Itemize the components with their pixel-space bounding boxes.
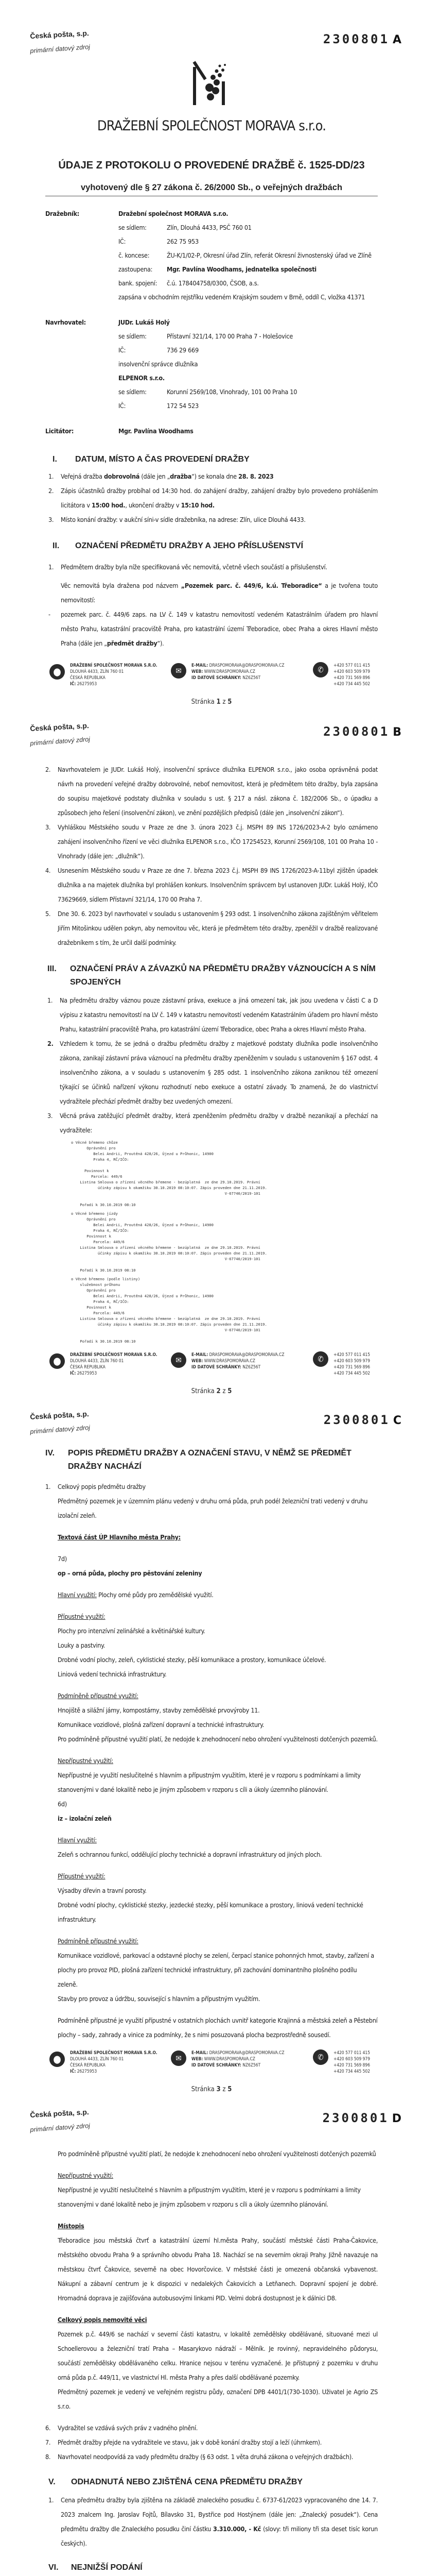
popis-label: Celkový popis nemovité věci — [58, 2316, 147, 2324]
post-stamp-name: Česká pošta, s.p. — [30, 1410, 90, 1421]
popis-text: Pozemek p.č. 449/6 se nachází v severní části katastru, v lokalitě zemědělsky obdělávané, situované mezi ul Schoellerovou a železniční tratí Praha – Masarykovo nádraží – Mělník. Je rovinný, nepravidelného půdorysu, součástí zemědělsky obdělávaného celku. Hranice nejsou v terénu vyznačené. Je přístupný z pozemku v druhu orná půda p.č. 449/11, ve vlastnictví Hl. města Prahy a přes další obdělávané pozemky. — [58, 2330, 378, 2381]
footer-web-link[interactable]: WWW.DRASPOMORAVA.CZ — [204, 669, 255, 674]
post-stamp-name: Česká pošta, s.p. — [30, 2108, 90, 2119]
location-pin-icon: ⬤ — [49, 664, 65, 680]
page-number: Stránka 3 z 5 — [191, 2086, 232, 2093]
footer-phones: +420 577 011 415 +420 603 509 979 +420 731 569 896 +420 734 445 502 — [333, 663, 371, 686]
document-title: ÚDAJE Z PROTOKOLU O PROVEDENÉ DRAŽBĚ č. 1525-DD/23 — [58, 160, 365, 171]
footer-contact: E-MAIL: DRASPOMORAVA@DRASPOMORAVA.CZ WEB: WWW.DRASPOMORAVA.CZ ID DATOVÉ SCHRÁNKY: NZ6Z56T — [191, 663, 285, 680]
footer-address: DRAŽEBNÍ SPOLEČNOST MORAVA S.R.O. DLOUHÁ 4433, ZLÍN 760 01 ČESKÁ REPUBLIKA IČ: 26275953 — [70, 663, 157, 686]
proposer-role: insolvenční správce dlužníka — [118, 360, 198, 368]
document-page — [0, 706, 422, 1395]
list-item: 6. Vydražitel se vzdává svých práv z vadného plnění. — [45, 2424, 198, 2432]
auctioneer-register: zapsána v obchodním rejstříku vedeném Krajským soudem v Brně, oddíl C, vložka 41371 — [118, 293, 365, 301]
easement-excerpt: o Věcné břemeno jízdy Oprávnění pro Belei Andrii, Proutěná 428/26, Újezd u Průhonic, 14900 Praha 4, RČ/IČO: Povinnost k Parcela: 449/6 Listina Smlouva o zřízení věcného břemene - bezúplatná ze dne 29.10.2019. Právní účinky zápisu k okamžiku 30.10.2019 08:10:07. Zápis proveden dne 21.11.2019. V-67740/2019-101 Pořadí k 30.10.2019 08:10 — [71, 1211, 267, 1273]
section-heading: III. OZNAČENÍ PRÁV A ZÁVAZKŮ NA PŘEDMĚTU DRAŽBY VÁZNOUCÍCH A S NÍM SPOJENÝCH — [47, 964, 376, 987]
list-item: 7. Předmět dražby přejde na vydražitele ve stavu, jak v době konání dražby stojí a leží (úhrnkem). — [45, 2438, 322, 2446]
kv-row: zastoupena: Mgr. Pavlína Woodhams, jednatelka společnosti — [118, 265, 316, 273]
footer-web-link[interactable]: WWW.DRASPOMORAVA.CZ — [204, 1358, 255, 1363]
phone-icon: ✆ — [313, 1351, 328, 1367]
footer-email-link[interactable]: DRASPOMORAVA@DRASPOMORAVA.CZ — [209, 663, 285, 668]
location-pin-icon: ⬤ — [49, 2052, 65, 2067]
footer-email-link[interactable]: DRASPOMORAVA@DRASPOMORAVA.CZ — [209, 1352, 285, 1357]
zone-name: op – orná půda, plochy pro pěstování zeleniny — [58, 1569, 202, 1577]
mistopis-label: Místopis — [58, 2222, 84, 2230]
post-stamp-subtitle: primární datový zdroj — [30, 1423, 91, 1435]
kv-row: č. koncese: ŽU-K/1/02-P, Okresní úřad Zlín, referát Okresní živnostenský úřad ve Zlíně — [118, 251, 372, 259]
section-2-list — [48, 560, 378, 651]
post-stamp-subtitle: primární datový zdroj — [30, 2122, 91, 2133]
list-item: 2. Zápis účastníků dražby probíhal od 14:30 hod. do zahájení dražby, zahájení dražby bylo provedeno prohlášením licitátora v 15:00 hod., ukončení dražby v 15:10 hod. — [48, 487, 378, 509]
section-heading: IV. POPIS PŘEDMĚTU DRAŽBY A OZNAČENÍ STAVU, V NĚMŽ SE PŘEDMĚT DRAŽBY NACHÁZÍ — [45, 1449, 351, 1471]
document-stamp-number: 2300801 B — [323, 724, 403, 739]
section-1-list — [48, 469, 378, 527]
licitator-block — [45, 424, 378, 438]
document-subtitle: vyhotovený dle § 27 zákona č. 26/2000 Sb., o veřejných dražbách — [80, 183, 343, 192]
document-page — [0, 0, 422, 706]
list-item: 1. Veřejná dražba dobrovolná (dále jen „dražba“) se konala dne 28. 8. 2023 — [48, 472, 274, 480]
list-item: 1. Celkový popis předmětu dražby — [45, 1483, 146, 1490]
company-logo-icon — [190, 57, 233, 108]
kv-row: IČ: 736 29 669 — [118, 346, 199, 354]
registry-text: Předmětný pozemek je vedený ve veřejném registru půdy, označení DPB 4401/1(730-1030). Uživatel je Agrio ZS s.r.o. — [58, 2388, 378, 2410]
section-4-content-cont: Pro podmíněně přípustné využití platí, že nedojde k znehodnocení nebo ohrožení využitelnosti dotčených pozemků Nepřípustné využití: Nepřípustné je využití neslučitelné s hlavním a přípustným využitím, které je v rozporu s podmínkami a limity stanovenými v dané lokalitě nebo je jiným způsobem v rozporu s cíli a úkoly územního plánování. Místopis Třeboradice jsou městská čtvrť a katastrální území hl.města Prahy, součástí městské části Praha-Čakovice, městského obvodu Praha 9 a správního obvodu Praha 18. Nachází se na severním okraji Prahy. Jižně navazuje na městskou čtvrť Čakovice, severně na obec Hovorčovice. V městské části je omezená občanská vybavenost. Nákupní a zábavní centrum je k dispozici v nedalekých Čakovicích a Letňanech. Dopravní spojení je dobré. Hromadná doprava je zajišťována autobusovými linkami PID. Velmi dobrá dostupnost je k dálnici D8. Celkový popis nemovité věci Pozemek p.č. 449/6 se nachází v severní části katastru, v lokalitě zemědělsky obdělávané, situované mezi ul Schoellerovou a železniční tratí Praha – Masarykovo nádraží – Mělník. Je rovinný, nepravidelného půdorysu, součástí zemědělsky obdělávaného celku. Hranice nejsou v terénu vyznačené. Je přístupný z pozemku v druhu orná půda p.č. 449/11, ve vlastnictví Hl. města Prahy a přes další obdělávané pozemky. Předmětný pozemek je vedený ve veřejném registru půdy, označení DPB 4401/1(730-1030). Uživatel je Agrio ZS s.r.o. 6. Vydražitel se vzdává svých práv z vadného plnění. 7. Předmět dražby přejde na vydražitele ve stavu, jak v době konání dražby stojí a leží (úhrnkem). 8. Navrhovatel neodpovídá za vady předmětu dražby (§ 63 odst. 1 věta druhá zákona o veřejných dražbách). — [45, 2111, 378, 2464]
section-heading: V. ODHADNUTÁ NEBO ZJIŠTĚNÁ CENA PŘEDMĚTU DRAŽBY — [48, 2478, 303, 2486]
easement-excerpt: o Věcné břemeno (podle listiny) služebnost průhonu Oprávnění pro Belei Andrii, Proutěná 428/26, Újezd u Průhonic, 14900 Praha 4, RČ/IČO: Povinnost k Parcela: 449/6 Listina Smlouva o zřízení věcného břemene - bezúplatná ze dne 29.10.2019. Právní účinky zápisu k okamžiku 30.10.2019 08:10:07. Zápis proveden dne 21.11.2019. V-67740/2019-101 Pořadí k 30.10.2019 08:10 — [71, 1277, 267, 1344]
document-page — [0, 1395, 422, 2093]
page-number: Stránka 2 z 5 — [191, 1387, 232, 1395]
auctioneer-label: Dražebník: — [45, 210, 80, 217]
list-item: 5. Dne 30. 6. 2023 byl navrhovatel v souladu s ustanovením § 293 odst. 1 insolvenčního zákona zajištěným věřitelem Jiřím Mitošinkou udělen pokyn, aby nemovitou věc, která je předmětem této dražby, zpeněžil v dražbě realizované dražebníkem s tím, že určil další podmínky. — [45, 910, 378, 946]
phone-icon: ✆ — [313, 2049, 328, 2065]
mistopis-text: Třeboradice jsou městská čtvrť a katastrální území hl.města Prahy, součástí městské části Praha-Čakovice, městského obvodu Praha 9 a správního obvodu Praha 18. Nachází se na severním okraji Prahy. Jižně navazuje na městskou čtvrť Čakovice, severně na obec Hovorčovice. V městské části je omezená občanská vybavenost. Nákupní a zábavní centrum je k dispozici v nedalekých Čakovicích a Letňanech. Dopravní spojení je dobré. Hromadná doprava je zajišťována autobusovými linkami PID. Velmi dobrá dostupnost je k dálnici D8. — [58, 2236, 378, 2302]
envelope-icon: ✉ — [171, 2050, 186, 2066]
up-title: Textová část ÚP Hlavního města Prahy: — [58, 1533, 181, 1541]
section-3-list — [47, 993, 378, 1138]
kv-row: se sídlem: Zlín, Dlouhá 4433, PSČ 760 01 — [118, 224, 252, 231]
proposer-label: Navrhovatel: — [45, 318, 86, 326]
post-stamp-name: Česká pošta, s.p. — [30, 29, 90, 40]
licitator-label: Licitátor: — [45, 427, 74, 435]
location-pin-icon: ⬤ — [49, 1353, 65, 1369]
section-heading: II. OZNAČENÍ PŘEDMĚTU DRAŽBY A JEHO PŘÍSLUŠENSTVÍ — [52, 541, 304, 550]
debtor-name: ELPENOR s.r.o. — [118, 374, 165, 382]
list-item: 3. Vyhláškou Městského soudu v Praze ze dne 3. února 2023 č.j. MSPH 89 INS 1726/2023-A-2 bylo oznámeno zahájení insolvenčního řízení ve věci dlužníka ELPENOR s.r.o., IČO 17254523, Korunní 2569/108, 101 00 Praha 10 - Vinohrady (dále jen: „dlužník“). — [45, 823, 378, 860]
auctioneer-block — [45, 207, 378, 304]
post-stamp-subtitle: primární datový zdroj — [30, 735, 91, 747]
document-stamp-number: 2300801 C — [323, 1413, 403, 1427]
proposer-block — [45, 315, 378, 413]
document-stamp-number: 2300801 D — [322, 2111, 403, 2125]
page-footer: ⬤ DRAŽEBNÍ SPOLEČNOST MORAVA S.R.O. DLOUHÁ 4433, ZLÍN 760 01 ČESKÁ REPUBLIKA IČ: 26275953 ✉ E-MAIL: DRASPOMORAVA@DRASPOMORAVA.CZ WEB: WWW.DRASPOMORAVA.CZ ID DATOVÉ SCHRÁNKY: NZ6Z56T ✆ +420 577 011 415 +420 603 509 979 +420 731 569 896 +420 734 445 502 — [49, 1351, 378, 1385]
section-heading: VI. NEJNIŽŠÍ PODÁNÍ — [48, 2563, 143, 2572]
easement-excerpt: o Věcné břemeno chůze Oprávnění pro Belei Andrii, Proutěná 428/26, Újezd u Průhonic, 14900 Praha 4, RČ/IČO: Povinnost k Parcela: 449/6 Listina Smlouva o zřízení věcného břemene - bezúplatná ze dne 29.10.2019. Právní účinky zápisu k okamžiku 30.10.2019 08:10:07. Zápis proveden dne 21.11.2019. V-67740/2019-101 Pořadí k 30.10.2019 08:10 — [71, 1140, 267, 1207]
kv-row: IČ: 172 54 523 — [118, 402, 199, 410]
auctioneer-name: Dražební společnost MORAVA s.r.o. — [118, 210, 228, 217]
list-item: 1. Cena předmětu dražby byla zjištěna na základě znaleckého posudku č. 6737-61/2023 vypracovaného dne 14. 7. 2023 znalcem Ing. Jaroslav Fojtů, Bílavsko 31, Bystřice pod Hostýnem (dále jen: „Znalecký posudek“). Cena předmětu dražby dle Znaleckého posudku činí částku 3.310.000, - Kč (slovy: tři miliony tři sta deset tisíc korun českých). — [48, 2496, 378, 2547]
section-2-list-cont — [45, 724, 378, 950]
kv-row: bank. spojení: č.ú. 178404758/0300, ČSOB, a.s. — [118, 279, 259, 287]
phone-icon: ✆ — [313, 662, 328, 677]
kv-row: se sídlem: Přístavní 321/14, 170 00 Praha 7 - Holešovice — [118, 332, 293, 340]
footer-email-link[interactable]: DRASPOMORAVA@DRASPOMORAVA.CZ — [209, 2050, 285, 2055]
list-item: 3. Místo konání dražby: v aukční síni-v sídle dražebníka, na adrese: Zlín, ulice Dlouhá 4433. — [48, 516, 306, 523]
envelope-icon: ✉ — [171, 1352, 186, 1368]
document-page — [0, 2093, 422, 2576]
licitator-name: Mgr. Pavlína Woodhams — [118, 427, 194, 435]
list-item: 3. Věcná práva zatěžující předmět dražby, která zpeněžením předmětu dražby v dražbě nezanikají a přechází na vydražitele: — [47, 1112, 378, 1134]
section-heading: I. DATUM, MÍSTO A ČAS PROVEDENÍ DRAŽBY — [52, 455, 250, 464]
post-stamp-subtitle: primární datový zdroj — [30, 43, 91, 55]
named-property: Věc nemovitá byla dražena pod názvem „Pozemek parc. č. 449/6, k.ú. Třeboradice“ a je tvořena touto nemovitostí: — [61, 582, 378, 604]
list-item-dash: - pozemek parc. č. 449/6 zaps. na LV č. 149 v katastru nemovitostí vedeném Katastrálním úřadem pro hlavní město Prahu, katastrální pracoviště Praha, pro katastrální území Třeboradice, obec Praha a okres Hlavní město Praha (dále jen „předmět dražby“). — [48, 611, 378, 647]
envelope-icon: ✉ — [171, 663, 186, 679]
page-footer — [49, 662, 378, 696]
company-logo-text: DRAŽEBNÍ SPOLEČNOST MORAVA s.r.o. — [97, 118, 326, 134]
kv-row: IČ: 262 75 953 — [118, 238, 199, 245]
list-item: 4. Usnesením Městského soudu v Praze ze dne 7. března 2023 č.j. MSPH 89 INS 1726/2023-A-11byl zjištěn úpadek dlužníka a na majetek dlužníka byl prohlášen konkurs. Insolvenčním správcem byl ustanoven JUDr. Lukáš Holý, IČO 73629669, sídlem Přístavní 321/14, 170 00 Praha 7. — [45, 867, 378, 903]
proposer-name: JUDr. Lukáš Holý — [118, 318, 170, 326]
list-item: 1. Předmětem dražby byla níže specifikovaná věc nemovitá, včetně všech součástí a příslušenství. — [48, 563, 327, 571]
list-item: 2. Vzhledem k tomu, že se jedná o dražbu předmětu dražby z majetkové podstaty dlužníka podle insolvenčního zákona, zanikají zástavní práva váznoucí na předmětu dražby zpeněžením v souladu s ustanovením § 167 odst. 4 insolvenčního zákona, a v souladu s ustanovením § 285 odst. 1 insolvenčního zákona zaniknou též omezení týkající se účinků nařízení výkonu rozhodnutí nebo exekuce a ostatní závady. To znamená, že do vlastnictví vydražitele přechází předmět dražby bez uvedených omezení. — [47, 1040, 378, 1105]
zone-name: iz – izolační zeleň — [58, 1815, 112, 1822]
intro-paragraph: Předmětný pozemek je v územním plánu vedený v druhu orná půda, pruh podél železniční trati vedený v druhu izolační zeleň. — [58, 1497, 368, 1519]
list-item: 2. Navrhovatelem je JUDr. Lukáš Holý, insolvenční správce dlužníka ELPENOR s.r.o., jako osoba oprávněná podat návrh na provedení veřejné dražby dobrovolné, neboť nemovitost, která je předmětem této dražby, byla zapsána do soupisu majetkové podstaty dlužníka v souladu s ust. § 217 a násl. zákona č. 182/2006 Sb., o úpadku a způsobech jeho řešení (insolvenční zákon), ve znění pozdějších předpisů (dále jen „insolvenční zákon“). — [45, 766, 378, 817]
page-number: Stránka 1 z 5 — [191, 698, 232, 706]
kv-row: se sídlem: Korunní 2569/108, Vinohrady, 101 00 Praha 10 — [118, 388, 297, 396]
zone-code: 6d) — [58, 1800, 67, 1808]
post-stamp-name: Česká pošta, s.p. — [30, 721, 90, 733]
section-4-content: 1. Celkový popis předmětu dražby Předmětný pozemek je v územním plánu vedený v druhu orná půda, pruh podél železniční trati vedený v druhu izolační zeleň. Textová část ÚP Hlavního města Prahy: 7d) op – orná půda, plochy pro pěstování zeleniny Hlavní využití: Plochy orné půdy pro zemědělské využití. Přípustné využití: Plochy pro intenzívní zelinářské a květinářské kultury. Louky a pastviny. Drobné vodní plochy, zeleň, cyklistické stezky, pěší komunikace a prostory, komunikace účelové. Liniová vedení technická infrastruktury. Podmíněně přípustné využití: Hnojiště a silážní jámy, kompostárny, stavby zemědělské prvovýroby 11. Komunikace vozidlové, plošná zařízení dopravní a technické infrastruktury. Pro podmíněně přípustné využití platí, že nedojde k znehodnocení nebo ohrožení využitelnosti dotčených pozemků. Nepřípustné využití: Nepřípustné je využití neslučitelné s hlavním a přípustným využitím, které je v rozporu s podmínkami a limity stanovenými v dané lokalitě nebo je jiným způsobem v rozporu s cíli a úkoly územního plánování. 6d) iz – izolační zeleň Hlavní využití: Zeleň s ochrannou funkcí, oddělující plochy technické a dopravní infrastruktury od jiných ploch. Přípustné využití: Výsadby dřevin a travní porosty. Drobné vodní plochy, cyklistické stezky, jezdecké stezky, pěší komunikace a prostory, liniová vedení technické infrastruktury. Podmíněně přípustné využití: Komunikace vozidlové, parkovací a odstavné plochy se zelení, čerpací stanice pohonných hmot, stavby, zařízení a plochy pro provoz PID, plošná zařízení technické infrastruktury, při zachování dominantního plošného podílu zeleně. Stavby pro provoz a údržbu, související s hlavním a přípustným využitím. Podmíněně přípustné je využití přípustné v ostatních plochách uvnitř kategorie Krajinná a městská zeleň a Pěstební plochy – sady, zahrady a vinice za podmínky, že s nimi posuzovaná plocha bezprostředně sousedí. — [45, 1480, 378, 2042]
document-stamp-number: 2300801 A — [323, 32, 403, 46]
page-footer: ⬤ DRAŽEBNÍ SPOLEČNOST MORAVA S.R.O. DLOUHÁ 4433, ZLÍN 760 01 ČESKÁ REPUBLIKA IČ: 26275953 ✉ E-MAIL: DRASPOMORAVA@DRASPOMORAVA.CZ WEB: WWW.DRASPOMORAVA.CZ ID DATOVÉ SCHRÁNKY: NZ6Z56T ✆ +420 577 011 415 +420 603 509 979 +420 731 569 896 +420 734 445 502 — [49, 2049, 378, 2083]
section-5-list — [48, 2493, 378, 2551]
list-item: 1. Na předmětu dražby váznou pouze zástavní práva, exekuce a jiná omezení tak, jak jsou uvedena v části C a D výpisu z katastru nemovitostí na LV č. 149 v katastru nemovitostí vedeném Katastrálním úřadem pro hlavní město Prahu, katastrální pracoviště Praha, pro katastrální území Třeboradice, obec Praha a okres Hlavní město Praha. — [47, 996, 378, 1033]
footer-web-link[interactable]: WWW.DRASPOMORAVA.CZ — [204, 2056, 255, 2061]
zone-code: 7d) — [58, 1555, 67, 1563]
list-item: 8. Navrhovatel neodpovídá za vady předmětu dražby (§ 63 odst. 1 věta druhá zákona o veřejných dražbách). — [45, 2453, 354, 2461]
